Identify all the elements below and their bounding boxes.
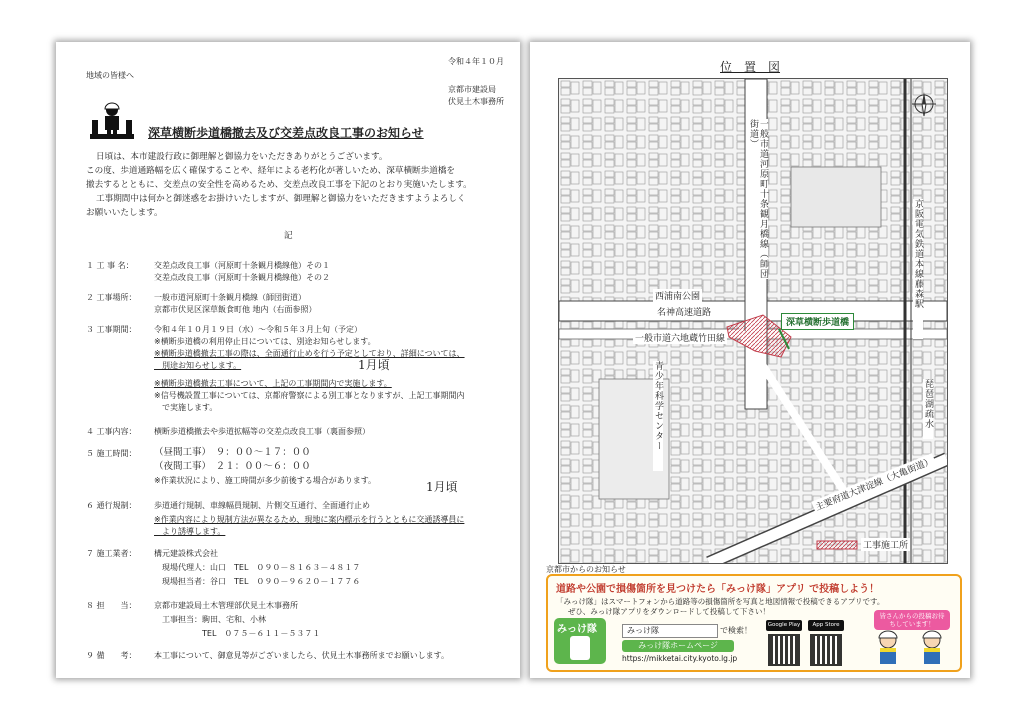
construction-worker-icon [90,100,134,140]
item-line: 京都市建設局土木管理部伏見土木事務所 [154,601,298,610]
mikketai-logo [554,618,606,664]
item-label: ２ 工事場所： [86,293,137,302]
item-line: （昼間工事） ９：００～１７：００ [154,447,311,458]
item-line: 交差点改良工事（河原町十条観月橋線他）その１ [154,261,330,270]
banner-title: 道路や公園で損傷箇所を見つけたら「みっけ隊」アプリ で投稿しよう！ [556,584,880,595]
item-line: ※横断歩道橋の利用停止日については、別途お知らせします。 [154,337,376,346]
map-sheet [530,42,970,678]
item-line: 京都市伏見区深草飯食町他 地内（右面参照） [154,305,317,314]
canal-label: 琵琶湖疏水 [923,379,933,439]
google-play-badge[interactable]: Google Play [766,620,802,631]
notice-title: 深草横断歩道橋撤去及び交差点改良工事のお知らせ [148,126,424,140]
notice-from: 京都市からのお知らせ [546,565,626,574]
search-suffix: で検索！ [720,626,752,635]
item-line: 本工事について、御意見等がございましたら、伏見土木事務所までお願いします。 [154,651,450,660]
handwritten-note-2: 1月頃 [426,480,458,494]
map-title: 位 置 図 [720,60,781,74]
item-line: 歩道通行規制、車線幅員規制、片側交互通行、全面通行止め [154,501,370,510]
intro-line-1: 日頃は、本市建設行政に御理解と御協力をいただきありがとうございます。 [96,152,388,162]
phone-icon [570,636,590,660]
banner-text-1: 「みっけ隊」はスマートフォンから道路等の損傷箇所を写真と地図情報で投稿できるアプリです。 [556,597,885,606]
intro-line-5: お願いいたします。 [86,208,163,218]
science-center-label: 青少年科学センター [653,361,663,471]
item-line: 現場担当者：谷口 TEL ０９０－９６２０－１７７６ [154,577,361,586]
addressee: 地域の皆様へ [86,71,134,80]
item-label: ６ 通行規制： [86,501,137,510]
item-line: 一般市道河原町十条観月橋線（師団街道） [154,293,306,302]
expressway-label: 名神高速道路 [655,305,713,318]
route-label: 主要府道大津淀線（大亀街道） [811,453,936,514]
item-line: （夜間工事） ２１：００～６：００ [154,461,311,472]
issuer-office: 伏見土木事務所 [448,97,504,106]
item-label: ３ 工事期間： [86,325,137,334]
item-line: より誘導します。 [154,527,226,536]
speech-bubble: 皆さんからの投稿お待ちしています！ [874,610,950,630]
road-label-vertical: 一般市道河原町十条観月橋線（師団街道） [748,119,768,279]
notice-sheet [56,42,520,678]
date: 令和４年１０月 [448,57,504,66]
logo-text: みっけ隊 [557,624,597,635]
compass-icon [911,91,937,117]
item-line: ※作業状況により、施工時間が多少前後する場合があります。 [154,476,377,485]
item-line: ※作業内容により規制方法が異なるため、現地に案内標示を行うとともに交通誘導員に [154,515,465,524]
item-line: 交差点改良工事（河原町十条観月橋線他）その２ [154,273,330,282]
bridge-label: 深草横断歩道橋 [781,313,854,330]
item-line: で実施します。 [154,403,218,412]
rail-label: 京阪電気鉄道本線藤森駅 [913,199,923,339]
legend-label: 工事施工所 [861,538,910,551]
mascot-icon [866,630,956,666]
item-line: ※信号機設置工事については、京都府警察による別工事となりますが、上記工事期間内 [154,391,465,400]
item-line: ※横断歩道橋撤去工事の際は、全面通行止めを行う予定としており、詳細については、 [154,349,465,358]
qr-code-android[interactable] [768,634,800,666]
road-label-horizontal: 一般市道六地蔵竹田線 [633,331,727,344]
qr-code-ios[interactable] [810,634,842,666]
app-store-badge[interactable]: App Store [808,620,844,631]
item-line: 構元建設株式会社 [154,549,218,558]
search-box[interactable]: みっけ隊 [622,624,718,638]
item-line: ※横断歩道橋撤去工事について、上記の工事期間内で実施します。 [154,379,392,388]
homepage-button[interactable]: みっけ隊ホームページ [622,640,734,652]
item-line: 横断歩道橋撤去や歩道拡幅等の交差点改良工事（裏面参照） [154,427,370,436]
item-label: ９ 備 考： [86,651,137,660]
intro-line-3: 撤去するとともに、交差点の安全性を高めるため、交差点改良工事を下記のとおり実施いたします。 [86,180,472,190]
item-line: 別途お知らせします。 [154,361,242,370]
item-label: １ 工 事 名： [86,261,134,270]
location-map [558,78,948,564]
item-label: ７ 施工業者： [86,549,137,558]
issuer-bureau: 京都市建設局 [448,85,496,94]
item-line: TEL ０７５－６１１－５３７１ [154,629,321,638]
item-line: 現場代理人：山口 TEL ０９０－８１６３－４８１７ [154,563,361,572]
item-label: ８ 担 当： [86,601,137,610]
item-label: ４ 工事内容： [86,427,137,436]
park-label: 西浦南公園 [653,289,702,302]
legend-swatch [817,541,857,549]
banner-text-2: ぜひ、みっけ隊アプリをダウンロードして投稿して下さい！ [568,607,770,616]
app-banner [546,574,962,672]
homepage-url[interactable]: https://mikketai.city.kyoto.lg.jp [622,654,738,663]
item-line: 工事担当：駒田、宅和、小林 [154,615,266,624]
intro-line-2: この度、歩道通路幅を広く確保することや、経年による老朽化が著しいため、深草横断歩道橋を [86,166,456,176]
handwritten-note-1: 1月頃 [358,358,390,372]
item-line: 令和４年１０月１９日（水）～令和５年３月上旬（予定） [154,325,362,334]
intro-line-4: 工事期間中は何かと御迷惑をお掛けいたしますが、御理解と御協力をいただきますようよろしく [96,194,466,204]
ki-heading: 記 [284,231,293,241]
item-label: ５ 施工時間： [86,449,137,458]
